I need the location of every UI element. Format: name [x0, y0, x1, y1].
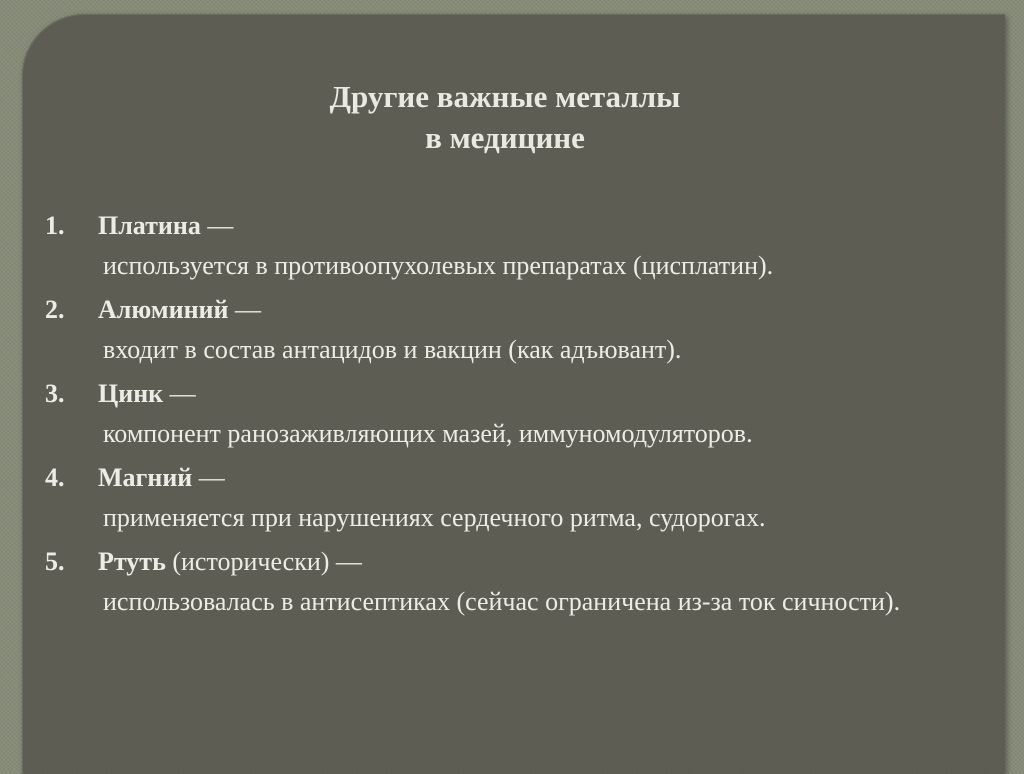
slide-title-line-1: Другие важные металлы: [329, 79, 681, 114]
metal-description: используется в противоопухолевых препаратах (цисплатин).: [103, 251, 774, 280]
metal-qualifier: (исторически): [172, 547, 330, 576]
metal-name: Ртуть: [98, 547, 166, 576]
list-item-platinum: [45, 207, 1005, 287]
metal-description: компонент ранозаживляющих мазей, иммуномодуляторов.: [103, 419, 753, 448]
list-item-number: 3.: [45, 379, 65, 408]
list-item-dash: —: [169, 379, 196, 408]
list-item-dash: —: [207, 211, 234, 240]
list-item-number: 4.: [45, 463, 65, 492]
metals-list: [45, 207, 1005, 627]
list-item-number: 1.: [45, 211, 65, 240]
list-item-dash: —: [235, 295, 262, 324]
list-item-heading: [98, 375, 1005, 413]
list-item-aluminium: [45, 291, 1005, 371]
metal-description: использовалась в антисептиках (сейчас ограничена из-за ток сичности).: [103, 587, 901, 616]
metal-name: Платина: [98, 211, 201, 240]
slide-title-line-2: в медицине: [425, 120, 585, 155]
metal-description: применяется при нарушениях сердечного ритма, судорогах.: [103, 503, 766, 532]
list-item-mercury: [45, 543, 1005, 623]
list-item-number: 2.: [45, 295, 65, 324]
list-item-dash: —: [198, 463, 225, 492]
metal-name: Алюминий: [98, 295, 229, 324]
list-item-number: 5.: [45, 547, 65, 576]
list-item-zinc: [45, 375, 1005, 455]
list-item-heading: [98, 207, 1005, 245]
metal-description: входит в состав антацидов и вакцин (как адъювант).: [103, 335, 682, 364]
list-item-heading: [98, 291, 1005, 329]
list-item-heading: [98, 543, 1005, 581]
slide-title: [240, 76, 770, 158]
metal-name: Цинк: [98, 379, 164, 408]
list-item-heading: [98, 459, 1005, 497]
list-item-magnesium: [45, 459, 1005, 539]
list-item-dash: —: [335, 547, 362, 576]
metal-name: Магний: [98, 463, 193, 492]
